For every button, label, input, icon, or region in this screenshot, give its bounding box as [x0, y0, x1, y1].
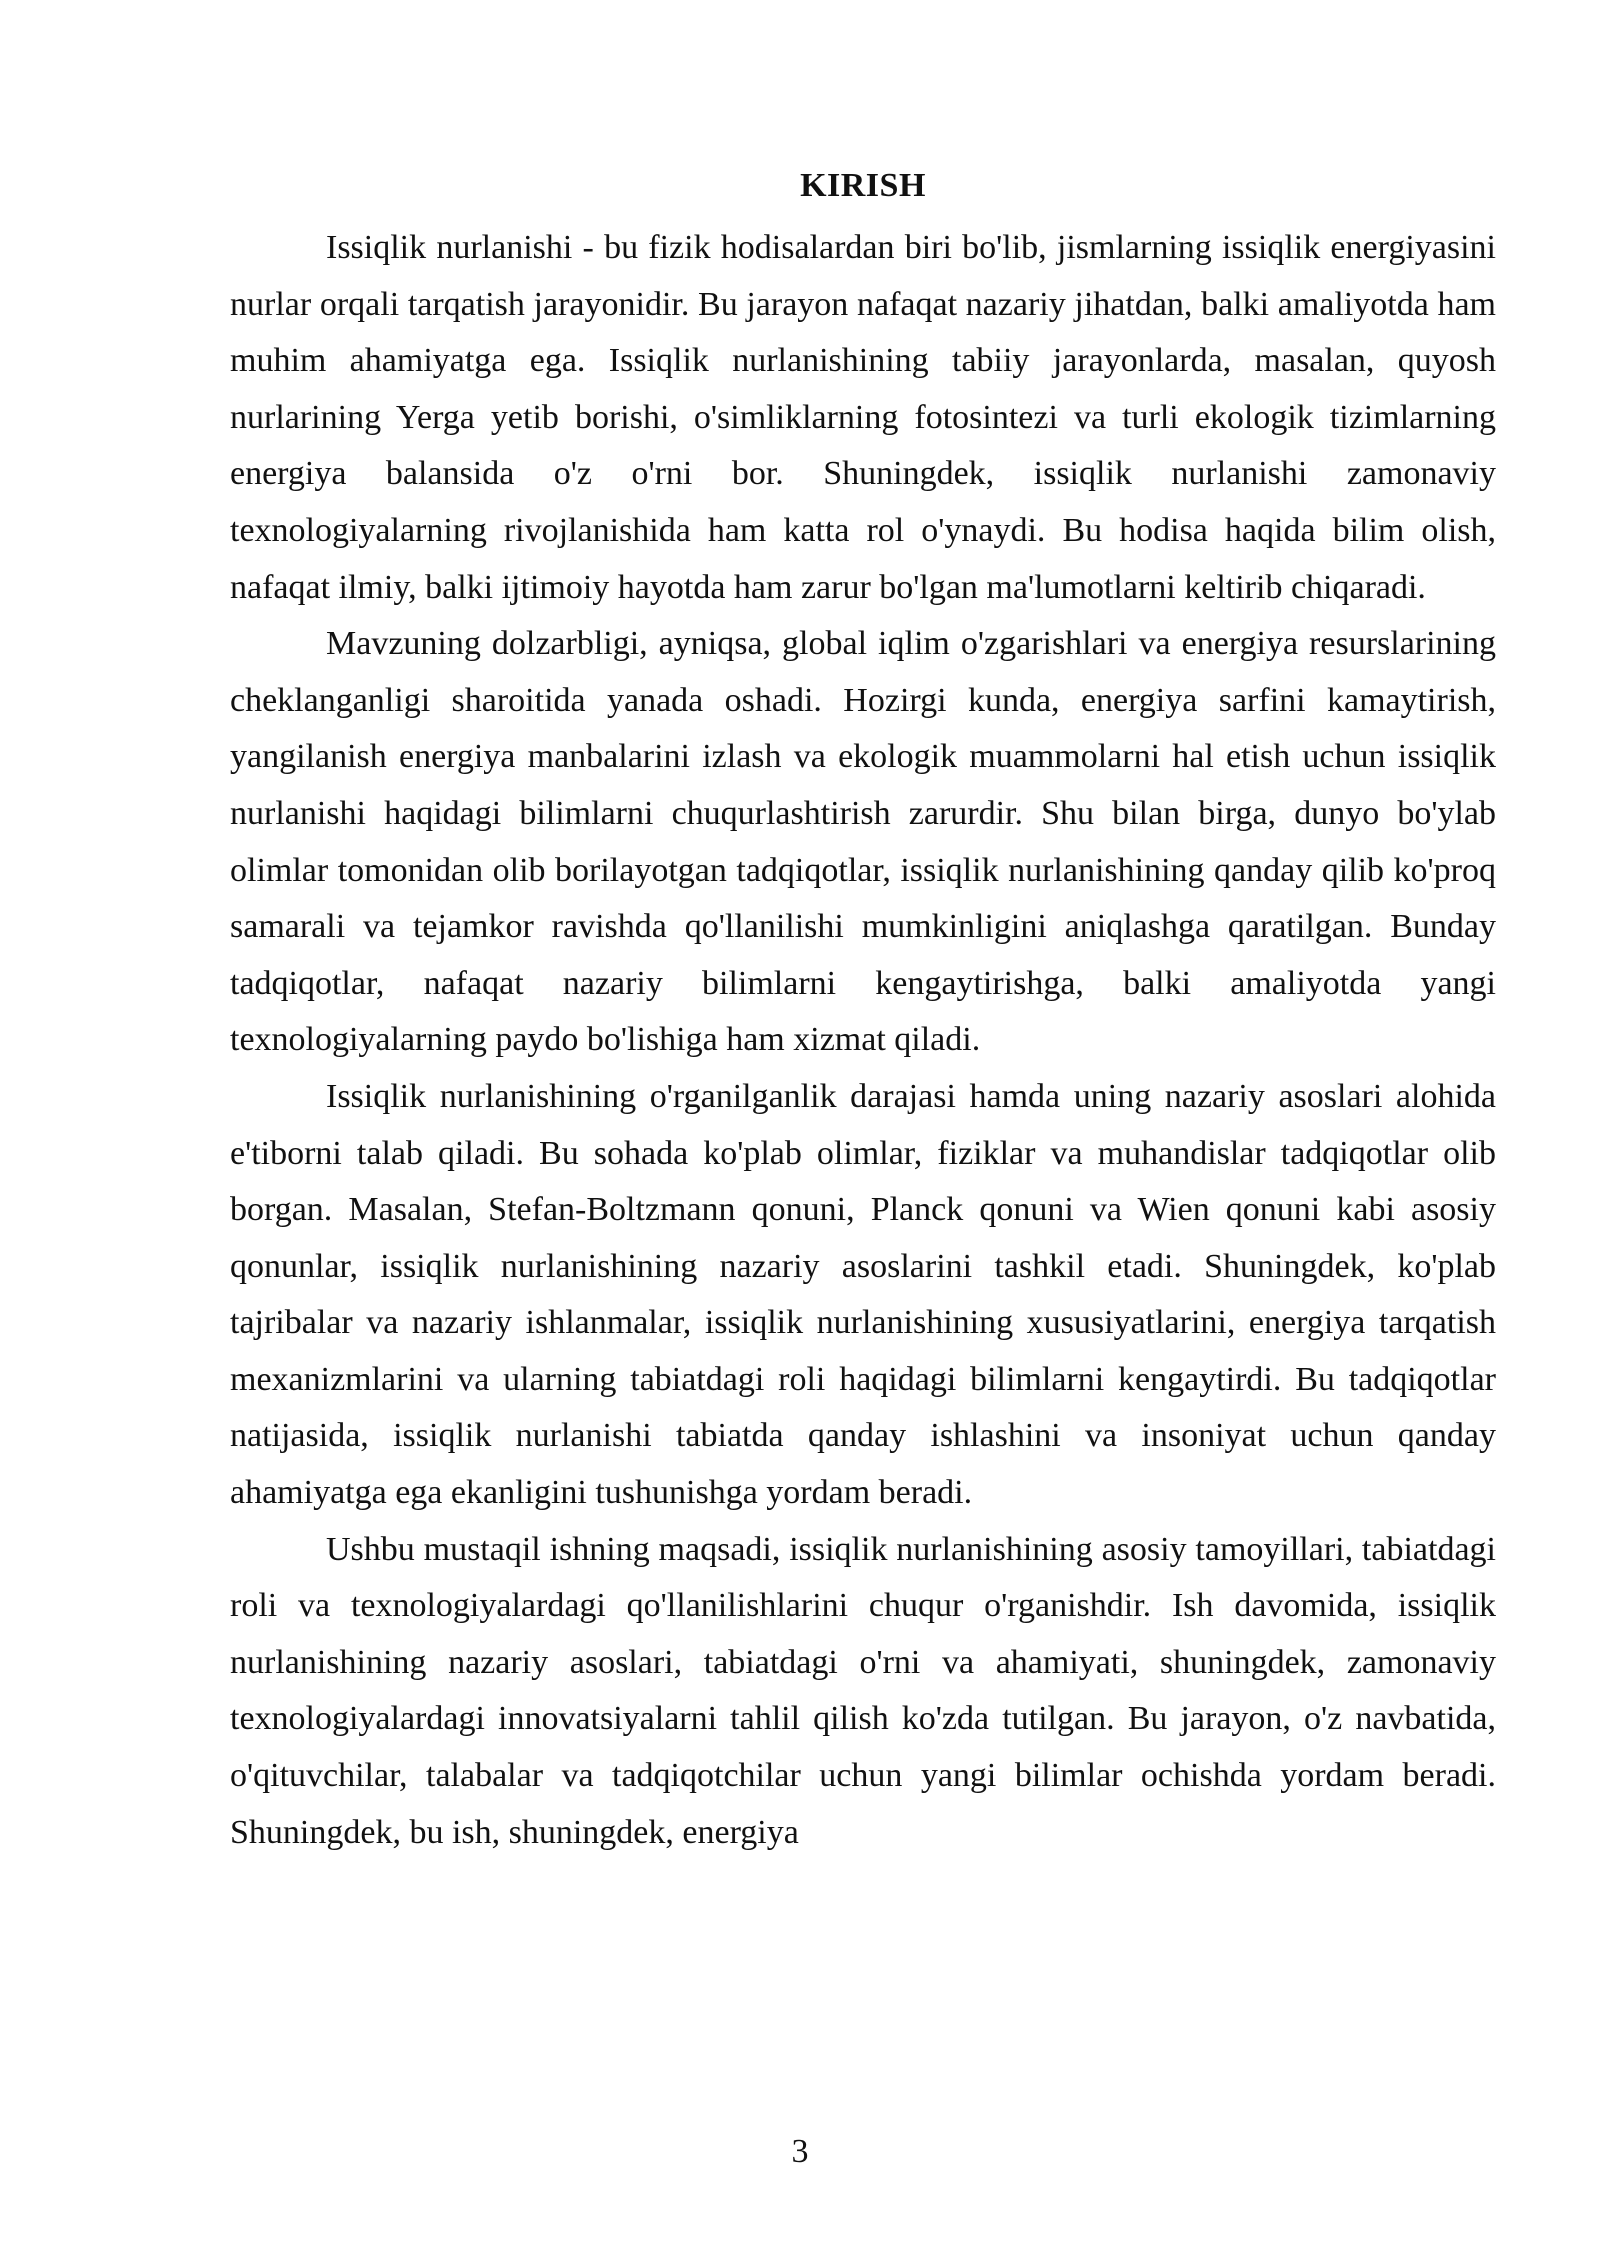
paragraph-research-level: Issiqlik nurlanishining o'rganilganlik darajasi hamda uning nazariy asoslari alohida e'tiborni talab qiladi. Bu sohada ko'plab olimlar, fiziklar va muhandislar tadqiqotlar olib borgan. Masalan, Stefan-Boltzmann qonuni, Planck qonuni va Wien qonuni kabi asosiy qonunlar, issiqlik nurlanishining nazariy asoslarini tashkil etadi. Shuningdek, ko'plab tajribalar va nazariy ishlanmalar, issiqlik nurlanishining xususiyatlarini, energiya tarqatish mexanizmlarini va ularning tabiatdagi roli haqidagi bilimlarni kengaytirdi. Bu tadqiqotlar natijasida, issiqlik nurlanishi tabiatda qanday ishlashini va insoniyat uchun qanday ahamiyatga ega ekanligini tushunishga yordam beradi.: [230, 1077, 1496, 1512]
paragraph-goal: Ushbu mustaqil ishning maqsadi, issiqlik nurlanishining asosiy tamoyillari, tabiatdagi roli va texnologiyalardagi qo'llanilishlarini chuqur o'rganishdir. Ish davomida, issiqlik nurlanishining nazariy asoslari, tabiatdagi o'rni va ahamiyati, shuningdek, zamonaviy texnologiyalardagi innovatsiyalarni tahlil qilish ko'zda tutilgan. Bu jarayon, o'z navbatida, o'qituvchilar, talabalar va tadqiqotchilar uchun yangi bilimlar ochishda yordam beradi. Shuningdek, bu ish, shuningdek, energiya: [230, 1530, 1496, 1851]
section-title: KIRISH: [800, 167, 926, 204]
paragraph-relevance: Mavzuning dolzarbligi, ayniqsa, global iqlim o'zgarishlari va energiya resurslarining cheklanganligi sharoitida yanada oshadi. Hozirgi kunda, energiya sarfini kamaytirish, yangilanish energiya manbalarini izlash va ekologik muammolarni hal etish uchun issiqlik nurlanishi haqidagi bilimlarni chuqurlashtirish zarurdir. Shu bilan birga, dunyo bo'ylab olimlar tomonidan olib borilayotgan tadqiqotlar, issiqlik nurlanishining qanday qilib ko'proq samarali va tejamkor ravishda qo'llanilishi mumkinligini aniqlashga qaratilgan. Bunday tadqiqotlar, nafaqat nazariy bilimlarni kengaytirishga, balki amaliyotda yangi texnologiyalarning paydo bo'lishiga ham xizmat qiladi.: [230, 625, 1496, 1059]
page-content: [230, 160, 1496, 1861]
page-number: 3: [791, 2133, 809, 2170]
paragraph-introduction: Issiqlik nurlanishi - bu fizik hodisalardan biri bo'lib, jismlarning issiqlik energiyasini nurlar orqali tarqatish jarayonidir. Bu jarayon nafaqat nazariy jihatdan, balki amaliyotda ham muhim ahamiyatga ega. Issiqlik nurlanishining tabiiy jarayonlarda, masalan, quyosh nurlarining Yerga yetib borishi, o'simliklarning fotosintezi va turli ekologik tizimlarning energiya balansida o'z o'rni bor. Shuningdek, issiqlik nurlanishi zamonaviy texnologiyalarning rivojlanishida ham katta rol o'ynaydi. Bu hodisa haqida bilim olish, nafaqat ilmiy, balki ijtimoiy hayotda ham zarur bo'lgan ma'lumotlarni keltirib chiqaradi.: [230, 229, 1496, 606]
